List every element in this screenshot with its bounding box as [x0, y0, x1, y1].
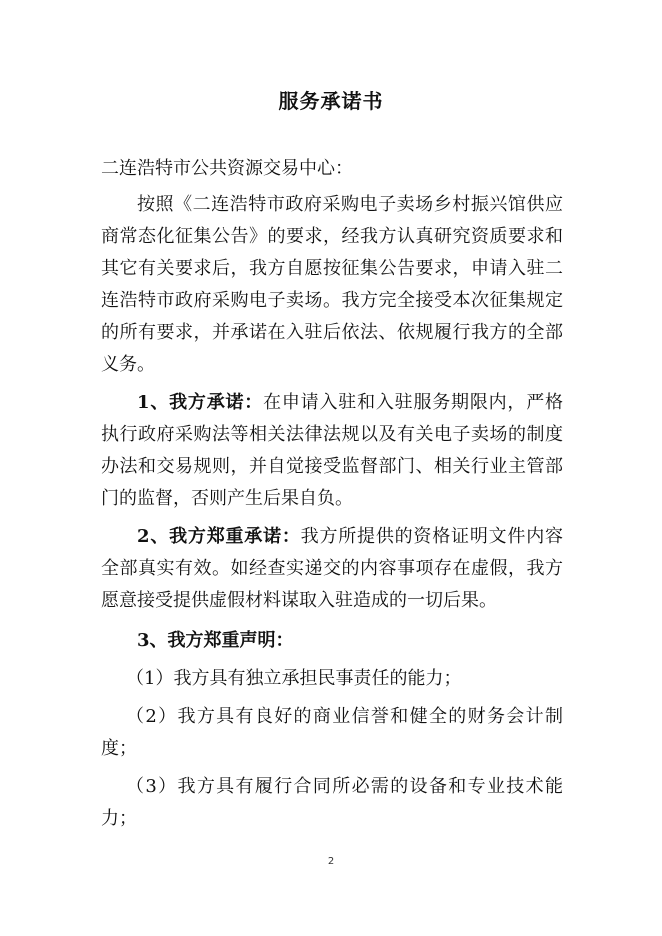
declaration-item-2: （2）我方具有良好的商业信誉和健全的财务会计制度； [101, 706, 563, 759]
intro-paragraph: 按照《二连浩特市政府采购电子卖场乡村振兴馆供应商常态化征集公告》的要求，经我方认真研究资质要求和其它有关要求后，我方自愿按征集公告要求，申请入驻二连浩特市政府采购电子卖场。我方完全接受本次征集规定的所有要求，并承诺在入驻后依法、依规履行我方的全部义务。 [101, 194, 563, 375]
declaration-item-3: （3）我方具有履行合同所必需的设备和专业技术能力； [101, 776, 563, 829]
declaration-item-1: （1）我方具有独立承担民事责任的能力； [126, 668, 462, 689]
document-body [101, 153, 563, 835]
section-1-heading: 1、我方承诺： [137, 392, 264, 413]
document-title: 服务承诺书 [278, 89, 384, 113]
section-3-paragraph [101, 625, 563, 657]
page-number: 2 [327, 856, 335, 867]
section-1-paragraph [101, 387, 563, 515]
salutation: 二连浩特市公共资源交易中心： [101, 158, 353, 179]
section-2-heading: 2、我方郑重承诺： [137, 526, 301, 547]
section-2-text: 我方所提供的资格证明文件内容全部真实有效。如经查实递交的内容事项存在虚假，我方愿意接受提供虚假材料谋取入驻造成的一切后果。 [101, 526, 563, 611]
section-2-paragraph [101, 521, 563, 617]
section-3-heading: 3、我方郑重声明： [137, 630, 294, 651]
section-1-text: 在申请入驻和入驻服务期限内，严格执行政府采购法等相关法律法规以及有关电子卖场的制度办法和交易规则，并自觉接受监督部门、相关行业主管部门的监督，否则产生后果自负。 [101, 392, 564, 509]
